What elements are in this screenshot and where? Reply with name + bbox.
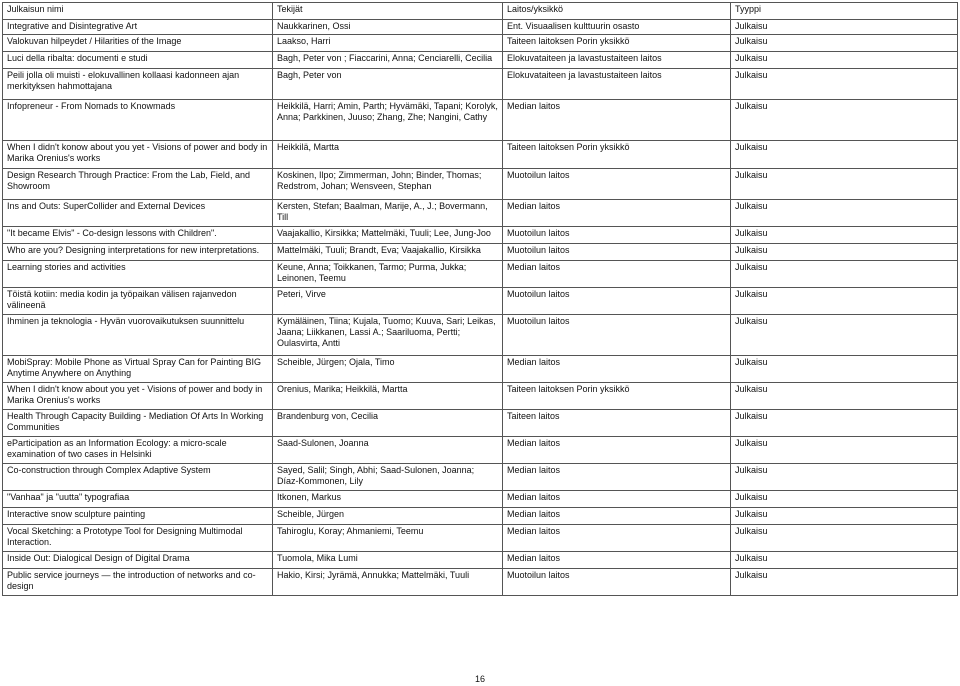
table-row — [3, 315, 958, 356]
cell-type: Julkaisu — [731, 383, 958, 410]
table-row — [3, 383, 958, 410]
cell-department: Muotoilun laitos — [503, 569, 731, 596]
cell-authors: Bagh, Peter von ; Fiaccarini, Anna; Cenciarelli, Cecilia — [273, 52, 503, 69]
cell-type: Julkaisu — [731, 508, 958, 525]
cell-publication-name: Inside Out: Dialogical Design of Digital Drama — [3, 552, 273, 569]
cell-department: Taiteen laitos — [503, 410, 731, 437]
cell-type: Julkaisu — [731, 552, 958, 569]
cell-publication-name: Töistä kotiin: media kodin ja työpaikan välisen rajanvedon välineenä — [3, 288, 273, 315]
cell-publication-name: Design Research Through Practice: From the Lab, Field, and Showroom — [3, 169, 273, 200]
cell-authors: Tahiroglu, Koray; Ahmaniemi, Teemu — [273, 525, 503, 552]
cell-authors: Scheible, Jürgen — [273, 508, 503, 525]
cell-publication-name: Integrative and Disintegrative Art — [3, 20, 273, 35]
cell-type: Julkaisu — [731, 169, 958, 200]
cell-department: Median laitos — [503, 100, 731, 141]
cell-type: Julkaisu — [731, 35, 958, 52]
cell-authors: Laakso, Harri — [273, 35, 503, 52]
cell-department: Taiteen laitoksen Porin yksikkö — [503, 383, 731, 410]
cell-authors: Mattelmäki, Tuuli; Brandt, Eva; Vaajakallio, Kirsikka — [273, 244, 503, 261]
cell-department: Elokuvataiteen ja lavastustaiteen laitos — [503, 52, 731, 69]
header-department: Laitos/yksikkö — [503, 3, 731, 20]
table-row — [3, 437, 958, 464]
cell-publication-name: When I didn't know about you yet - Visions of power and body in Marika Orenius's works — [3, 383, 273, 410]
cell-authors: Itkonen, Markus — [273, 491, 503, 508]
table-row — [3, 100, 958, 141]
cell-publication-name: Public service journeys — the introduction of networks and co-design — [3, 569, 273, 596]
cell-publication-name: Peili jolla oli muisti - elokuvallinen kollaasi kadonneen ajan merkityksen hahmottajana — [3, 69, 273, 100]
cell-publication-name: Infopreneur - From Nomads to Knowmads — [3, 100, 273, 141]
table-header-row — [3, 3, 958, 20]
cell-publication-name: MobiSpray: Mobile Phone as Virtual Spray Can for Painting BIG Anytime Anywhere on Anything — [3, 356, 273, 383]
cell-department: Median laitos — [503, 508, 731, 525]
header-publication-name: Julkaisun nimi — [3, 3, 273, 20]
table-row — [3, 200, 958, 227]
cell-authors: Naukkarinen, Ossi — [273, 20, 503, 35]
cell-publication-name: Co-construction through Complex Adaptive System — [3, 464, 273, 491]
cell-authors: Hakio, Kirsi; Jyrämä, Annukka; Mattelmäki, Tuuli — [273, 569, 503, 596]
table-row — [3, 169, 958, 200]
cell-department: Ent. Visuaalisen kulttuurin osasto — [503, 20, 731, 35]
cell-publication-name: eParticipation as an Information Ecology: a micro-scale examination of two cases in Helsinki — [3, 437, 273, 464]
table-row — [3, 410, 958, 437]
publications-table — [2, 2, 958, 596]
cell-authors: Bagh, Peter von — [273, 69, 503, 100]
table-row — [3, 20, 958, 35]
cell-department: Median laitos — [503, 491, 731, 508]
cell-type: Julkaisu — [731, 491, 958, 508]
cell-publication-name: Ihminen ja teknologia - Hyvän vuorovaikutuksen suunnittelu — [3, 315, 273, 356]
cell-type: Julkaisu — [731, 525, 958, 552]
cell-publication-name: "Vanhaa" ja "uutta" typografiaa — [3, 491, 273, 508]
cell-department: Elokuvataiteen ja lavastustaiteen laitos — [503, 69, 731, 100]
table-row — [3, 141, 958, 169]
cell-publication-name: Health Through Capacity Building - Mediation Of Arts In Working Communities — [3, 410, 273, 437]
cell-type: Julkaisu — [731, 261, 958, 288]
table-row — [3, 261, 958, 288]
cell-type: Julkaisu — [731, 141, 958, 169]
cell-authors: Keune, Anna; Toikkanen, Tarmo; Purma, Jukka; Leinonen, Teemu — [273, 261, 503, 288]
cell-publication-name: Luci della ribalta: documenti e studi — [3, 52, 273, 69]
cell-authors: Sayed, Salil; Singh, Abhi; Saad-Sulonen, Joanna; Díaz-Kommonen, Lily — [273, 464, 503, 491]
cell-authors: Peteri, Virve — [273, 288, 503, 315]
cell-department: Median laitos — [503, 356, 731, 383]
cell-type: Julkaisu — [731, 200, 958, 227]
cell-department: Muotoilun laitos — [503, 169, 731, 200]
table-row — [3, 244, 958, 261]
table-row — [3, 464, 958, 491]
header-type: Tyyppi — [731, 3, 958, 20]
cell-type: Julkaisu — [731, 52, 958, 69]
cell-publication-name: When I didn't konow about you yet - Visions of power and body in Marika Orenius's works — [3, 141, 273, 169]
cell-authors: Scheible, Jürgen; Ojala, Timo — [273, 356, 503, 383]
cell-type: Julkaisu — [731, 20, 958, 35]
cell-department: Median laitos — [503, 200, 731, 227]
cell-department: Median laitos — [503, 552, 731, 569]
cell-authors: Saad-Sulonen, Joanna — [273, 437, 503, 464]
cell-department: Muotoilun laitos — [503, 315, 731, 356]
cell-authors: Heikkilä, Martta — [273, 141, 503, 169]
cell-department: Median laitos — [503, 261, 731, 288]
table-row — [3, 491, 958, 508]
cell-department: Median laitos — [503, 464, 731, 491]
cell-department: Muotoilun laitos — [503, 227, 731, 244]
cell-type: Julkaisu — [731, 464, 958, 491]
table-row — [3, 35, 958, 52]
table-body — [3, 20, 958, 596]
cell-publication-name: Ins and Outs: SuperCollider and External Devices — [3, 200, 273, 227]
cell-authors: Orenius, Marika; Heikkilä, Martta — [273, 383, 503, 410]
cell-type: Julkaisu — [731, 244, 958, 261]
cell-publication-name: Who are you? Designing interpretations for new interpretations. — [3, 244, 273, 261]
cell-type: Julkaisu — [731, 410, 958, 437]
table-row — [3, 525, 958, 552]
cell-type: Julkaisu — [731, 227, 958, 244]
cell-publication-name: Interactive snow sculpture painting — [3, 508, 273, 525]
cell-type: Julkaisu — [731, 315, 958, 356]
cell-type: Julkaisu — [731, 569, 958, 596]
table-row — [3, 508, 958, 525]
page-number: 16 — [474, 674, 485, 684]
table-row — [3, 288, 958, 315]
cell-authors: Kersten, Stefan; Baalman, Marije, A., J.; Bovermann, Till — [273, 200, 503, 227]
cell-authors: Tuomola, Mika Lumi — [273, 552, 503, 569]
cell-type: Julkaisu — [731, 437, 958, 464]
cell-publication-name: "It became Elvis" - Co-design lessons with Children". — [3, 227, 273, 244]
table-row — [3, 69, 958, 100]
cell-type: Julkaisu — [731, 356, 958, 383]
cell-publication-name: Learning stories and activities — [3, 261, 273, 288]
cell-department: Muotoilun laitos — [503, 244, 731, 261]
header-authors: Tekijät — [273, 3, 503, 20]
cell-publication-name: Vocal Sketching: a Prototype Tool for Designing Multimodal Interaction. — [3, 525, 273, 552]
cell-authors: Brandenburg von, Cecilia — [273, 410, 503, 437]
cell-type: Julkaisu — [731, 100, 958, 141]
cell-department: Taiteen laitoksen Porin yksikkö — [503, 141, 731, 169]
cell-type: Julkaisu — [731, 288, 958, 315]
cell-authors: Kymäläinen, Tiina; Kujala, Tuomo; Kuuva, Sari; Leikas, Jaana; Liikkanen, Lassi A.; Saariluoma, Pertti; Oulasvirta, Antti — [273, 315, 503, 356]
table-row — [3, 552, 958, 569]
cell-department: Muotoilun laitos — [503, 288, 731, 315]
cell-type: Julkaisu — [731, 69, 958, 100]
cell-authors: Koskinen, Ilpo; Zimmerman, John; Binder, Thomas; Redstrom, Johan; Wensveen, Stephan — [273, 169, 503, 200]
table-row — [3, 52, 958, 69]
cell-authors: Heikkilä, Harri; Amin, Parth; Hyvämäki, Tapani; Korolyk, Anna; Parkkinen, Juuso; Zhang, Zhe; Nangini, Cathy — [273, 100, 503, 141]
cell-publication-name: Valokuvan hilpeydet / Hilarities of the Image — [3, 35, 273, 52]
table-row — [3, 569, 958, 596]
table-row — [3, 356, 958, 383]
table-row — [3, 227, 958, 244]
cell-department: Median laitos — [503, 525, 731, 552]
cell-authors: Vaajakallio, Kirsikka; Mattelmäki, Tuuli; Lee, Jung-Joo — [273, 227, 503, 244]
cell-department: Median laitos — [503, 437, 731, 464]
cell-department: Taiteen laitoksen Porin yksikkö — [503, 35, 731, 52]
